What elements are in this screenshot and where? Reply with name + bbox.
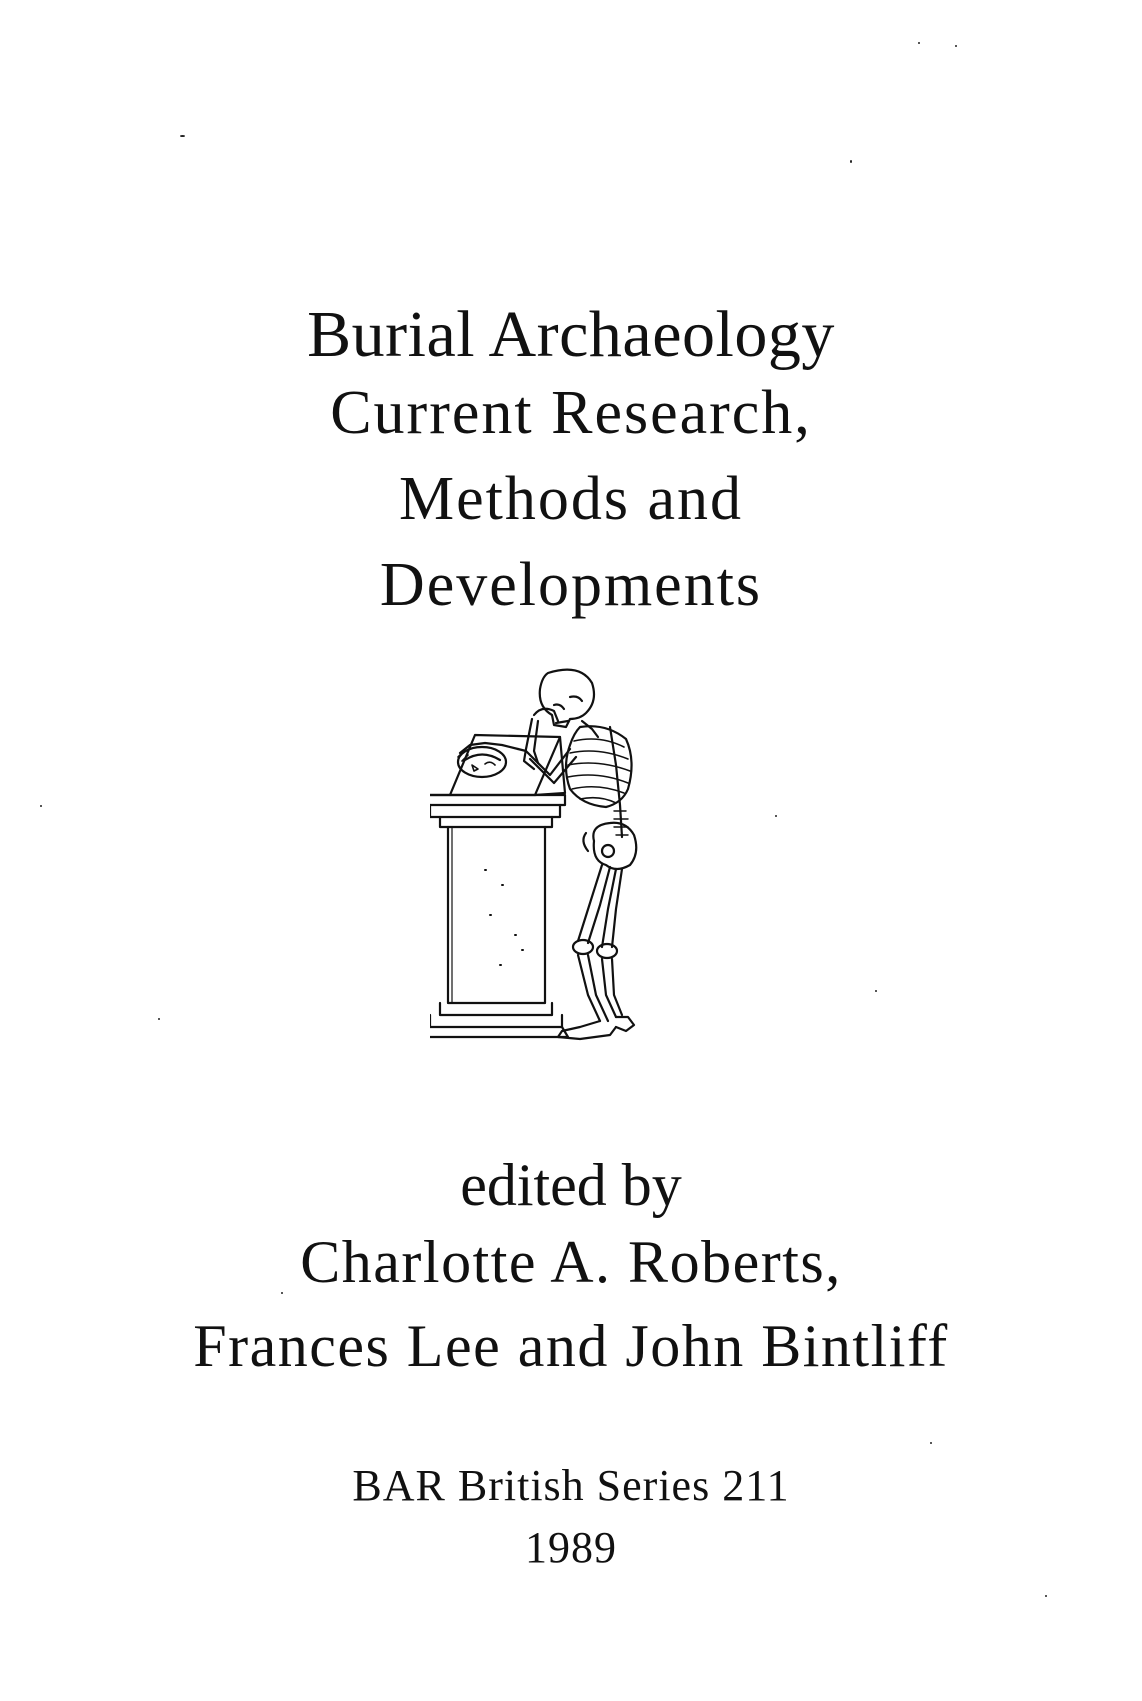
scan-speck: [180, 135, 185, 137]
publication-year: 1989: [525, 1523, 617, 1572]
scan-speck: [918, 42, 920, 44]
book-subtitle-line-2: Methods and: [398, 465, 744, 533]
scan-speck: [281, 1292, 283, 1294]
book-subtitle-line-3: Developments: [379, 551, 763, 619]
title-block: [0, 300, 1142, 628]
scan-speck: [40, 805, 42, 807]
scan-speck: [955, 45, 957, 47]
editors-line-1: Charlotte A. Roberts,: [300, 1229, 842, 1295]
scan-speck: [930, 1442, 932, 1444]
scan-speck: [775, 815, 777, 817]
series-name: BAR British Series 211: [352, 1461, 790, 1510]
scan-speck: [850, 160, 852, 163]
scan-speck: [1045, 1595, 1047, 1597]
book-subtitle-line-1: Current Research,: [330, 379, 812, 447]
edited-by-label: edited by: [460, 1152, 682, 1218]
skeleton-leaning-on-pedestal-icon: [430, 665, 730, 1135]
editors-block: [0, 1150, 1142, 1388]
series-block: [0, 1455, 1142, 1579]
scan-speck: [875, 990, 877, 992]
book-title: Burial Archaeology: [307, 298, 835, 371]
scan-speck: [158, 1018, 160, 1020]
editors-line-2: Frances Lee and John Bintliff: [193, 1313, 949, 1379]
